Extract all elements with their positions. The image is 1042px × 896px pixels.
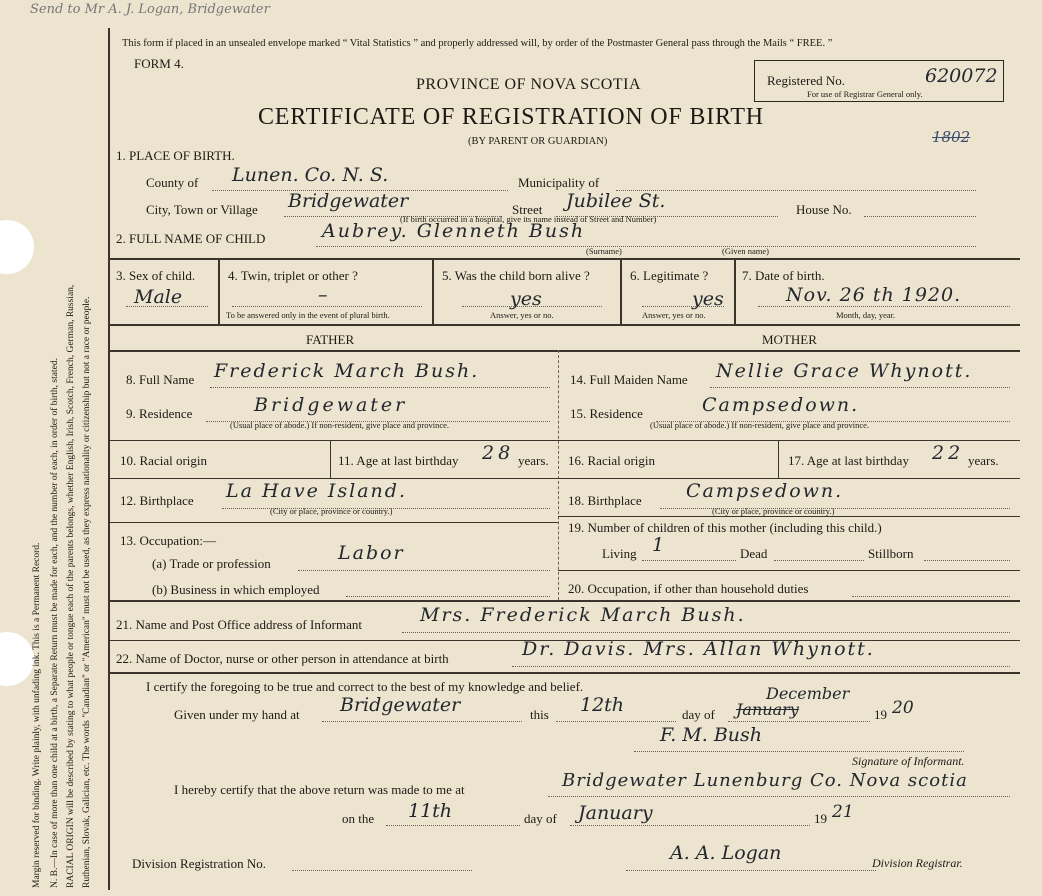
municipality-label: Municipality of [518,175,600,190]
mother-racial-bottom [558,478,1020,479]
mother-age-years: years. [968,453,999,468]
mother-residence-label: 15. Residence [570,406,643,421]
stillborn-line [924,560,1010,561]
row-top-rule [108,258,1020,260]
registrar-month-value: January [578,802,653,824]
child-name-value: Aubrey. Glenneth Bush [322,220,586,242]
registrar-place-value: Bridgewater Lunenburg Co. Nova scotia [562,770,968,791]
mother-age-divider [778,440,779,478]
street-value: Jubilee St. [566,190,666,212]
city-label: City, Town or Village [146,202,258,217]
father-trade-value: Labor [338,542,405,564]
mother-age-label: 17. Age at last birthday [788,453,909,468]
living-value: 1 [652,534,665,556]
father-age-divider [330,440,331,478]
given-under-label: Given under my hand at [174,707,300,722]
registrar-place-line [548,796,1010,797]
place-section-label: 1. PLACE OF BIRTH. [116,148,235,163]
certificate-title: CERTIFICATE OF REGISTRATION OF BIRTH [258,104,764,130]
registered-box [754,60,1004,102]
margin-line-2: N. B.—In case of more than one child at a birth, a Separate Return must be made for each, and the number of each, in order of birth, stated. [50,358,60,888]
cert-month-corrected: December [766,684,850,703]
mother-age-value: 22 [932,442,965,464]
twin-label: 4. Twin, triplet or other ? [228,268,358,283]
division-registration-line [292,870,472,871]
registrar-year-value: 21 [832,802,854,822]
legitimate-note: Answer, yes or no. [642,310,706,320]
mail-notice: This form if placed in an unsealed envelope marked “ Vital Statistics ” and properly addressed will, by order of the Postmaster General pass through the Mails “ FREE. ” [122,38,833,49]
informant-signature: F. M. Bush [660,724,763,746]
father-racial-top [108,440,558,441]
mother-name-line [710,387,1010,388]
parents-heading-rule [108,350,1020,352]
informant-line [402,632,1010,633]
alive-note: Answer, yes or no. [490,310,554,320]
twin-note: To be answered only in the event of plural birth. [226,310,390,320]
father-residence-label: 9. Residence [126,406,193,421]
birth-date-label: 7. Date of birth. [742,268,825,283]
cert-month-struck: January [736,700,799,719]
father-birthplace-bottom [108,522,558,523]
mother-occupation-label: 20. Occupation, if other than household duties [568,581,809,596]
child-name-label: 2. FULL NAME OF CHILD [116,231,266,246]
sex-label: 3. Sex of child. [116,268,196,283]
mother-occupation-line [852,596,1010,597]
doctor-line [512,666,1010,667]
cert-day-value: 12th [580,694,625,716]
mother-birthplace-bottom [558,516,1020,517]
mother-heading: MOTHER [762,332,817,347]
this-label: this [530,707,549,722]
registrar-statement: I hereby certify that the above return was made to me at [174,782,465,797]
mother-birthplace-note: (City or place, province or country.) [712,506,835,516]
registrar-signature: A. A. Logan [670,842,782,864]
cert-year-value: 20 [892,698,914,718]
given-place-value: Bridgewater [340,694,461,716]
father-trade-label: (a) Trade or profession [152,556,271,571]
father-heading: FATHER [306,332,355,347]
corner-mark: 1802 [932,128,971,146]
living-label: Living [602,546,637,561]
mother-residence-note: (Usual place of abode.) If non-resident, give place and province. [650,420,870,430]
top-annotation: Send to Mr A. J. Logan, Bridgewater [30,2,270,17]
parents-divider [558,350,559,600]
city-value: Bridgewater [288,190,409,212]
father-name-line [210,387,550,388]
county-label: County of [146,175,199,190]
informant-label: 21. Name and Post Office address of Informant [116,617,362,632]
mother-children-label: 19. Number of children of this mother (including this child.) [568,520,882,535]
twin-line [232,306,422,307]
margin-line-4: Ruthenian, Slovak, Galician, etc. The words "Canadian" or "American" must not be used, as they express nationality or citizenship but not a race or people. [82,296,92,888]
form-number: FORM 4. [134,56,184,71]
registrar-day-line [386,825,520,826]
mother-racial-label: 16. Racial origin [568,453,656,468]
col-divider-4 [734,258,736,324]
surname-hint: (Surname) [586,246,622,256]
father-racial-bottom [108,478,558,479]
cert-month-line [728,721,870,722]
father-residence-value: Bridgewater [254,394,408,416]
mother-name-label: 14. Full Maiden Name [570,372,688,387]
father-occupation-label: 13. Occupation:— [120,533,217,548]
hospital-note: (If birth occurred in a hospital, give its name instead of Street and Number) [400,214,657,224]
cert-day-of-label: day of [682,707,715,722]
registered-label: Registered No. [767,73,845,88]
certificate-subtitle: (BY PARENT OR GUARDIAN) [468,136,608,147]
given-place-line [322,721,522,722]
certify-statement: I certify the foregoing to be true and correct to the best of my knowledge and belief. [146,679,584,694]
house-line [864,216,976,217]
col-divider-3 [620,258,622,324]
margin-line-1: Margin reserved for binding. Write plainly, with unfading ink. This is a Permanent Record. [32,542,42,888]
father-trade-line [298,570,550,571]
division-registration-label: Division Registration No. [132,856,266,871]
informant-value: Mrs. Frederick March Bush. [420,604,746,626]
stillborn-label: Stillborn [868,546,914,561]
father-business-label: (b) Business in which employed [152,582,320,597]
cert-day-line [556,721,676,722]
father-residence-note: (Usual place of abode.) If non-resident, give place and province. [230,420,450,430]
registrar-month-line [570,825,810,826]
father-birthplace-value: La Have Island. [226,480,407,502]
doctor-label: 22. Name of Doctor, nurse or other person in attendance at birth [116,651,449,666]
street-label: Street [512,202,543,217]
registrar-year-prefix: 19 [814,811,827,826]
row-bottom-rule [108,324,1020,326]
father-name-label: 8. Full Name [126,372,195,387]
parents-bottom-rule [108,600,1020,602]
doctor-value: Dr. Davis. Mrs. Allan Whynott. [522,638,875,660]
doctor-bottom-rule [108,672,1020,674]
mother-birthplace-label: 18. Birthplace [568,493,642,508]
registrar-day-of-label: day of [524,811,557,826]
registered-number: 620072 [925,65,998,87]
mother-residence-value: Campsedown. [702,394,860,416]
birth-date-line [758,306,1010,307]
margin-line-3: RACIAL ORIGIN will be described by stating to what people or tongue each of the parents belongs, whether English, Irish, Scotch, French, German, Russian, [66,284,76,888]
legitimate-value: yes [692,288,724,310]
registrar-use-note: For use of Registrar General only. [807,89,923,99]
child-name-line [316,246,976,247]
legitimate-label: 6. Legitimate ? [630,268,709,283]
father-age-value: 28 [482,442,515,464]
father-age-label: 11. Age at last birthday [338,453,459,468]
informant-signature-label: Signature of Informant. [852,754,965,768]
given-name-hint: (Given name) [722,246,769,256]
father-birthplace-label: 12. Birthplace [120,493,194,508]
province-heading: PROVINCE OF NOVA SCOTIA [416,76,642,93]
left-margin [18,20,108,890]
father-birthplace-note: (City or place, province or country.) [270,506,393,516]
mother-name-value: Nellie Grace Whynott. [716,360,973,382]
county-value: Lunen. Co. N. S. [232,164,389,186]
col-divider-2 [432,258,434,324]
mother-children-bottom [558,570,1020,571]
alive-label: 5. Was the child born alive ? [442,268,590,283]
sex-value: Male [134,286,183,308]
birth-date-note: Month, day, year. [836,310,896,320]
mother-racial-top [558,440,1020,441]
birth-date-value: Nov. 26 th 1920. [786,284,962,306]
mother-birthplace-value: Campsedown. [686,480,844,502]
division-registrar-label: Division Registrar. [872,856,963,870]
twin-value: – [318,284,328,306]
informant-signature-line [634,751,964,752]
cert-year-prefix: 19 [874,707,887,722]
father-business-line [346,596,550,597]
dead-label: Dead [740,546,768,561]
col-divider-1 [218,258,220,324]
dead-line [774,560,864,561]
father-age-years: years. [518,453,549,468]
registrar-signature-line [626,870,876,871]
registrar-on-label: on the [342,811,375,826]
father-name-value: Frederick March Bush. [214,360,480,382]
municipality-line [616,190,976,191]
registrar-day-value: 11th [408,800,453,822]
form-left-border [108,28,110,890]
house-label: House No. [796,202,852,217]
father-racial-label: 10. Racial origin [120,453,208,468]
living-line [642,560,736,561]
alive-value: yes [510,288,542,310]
